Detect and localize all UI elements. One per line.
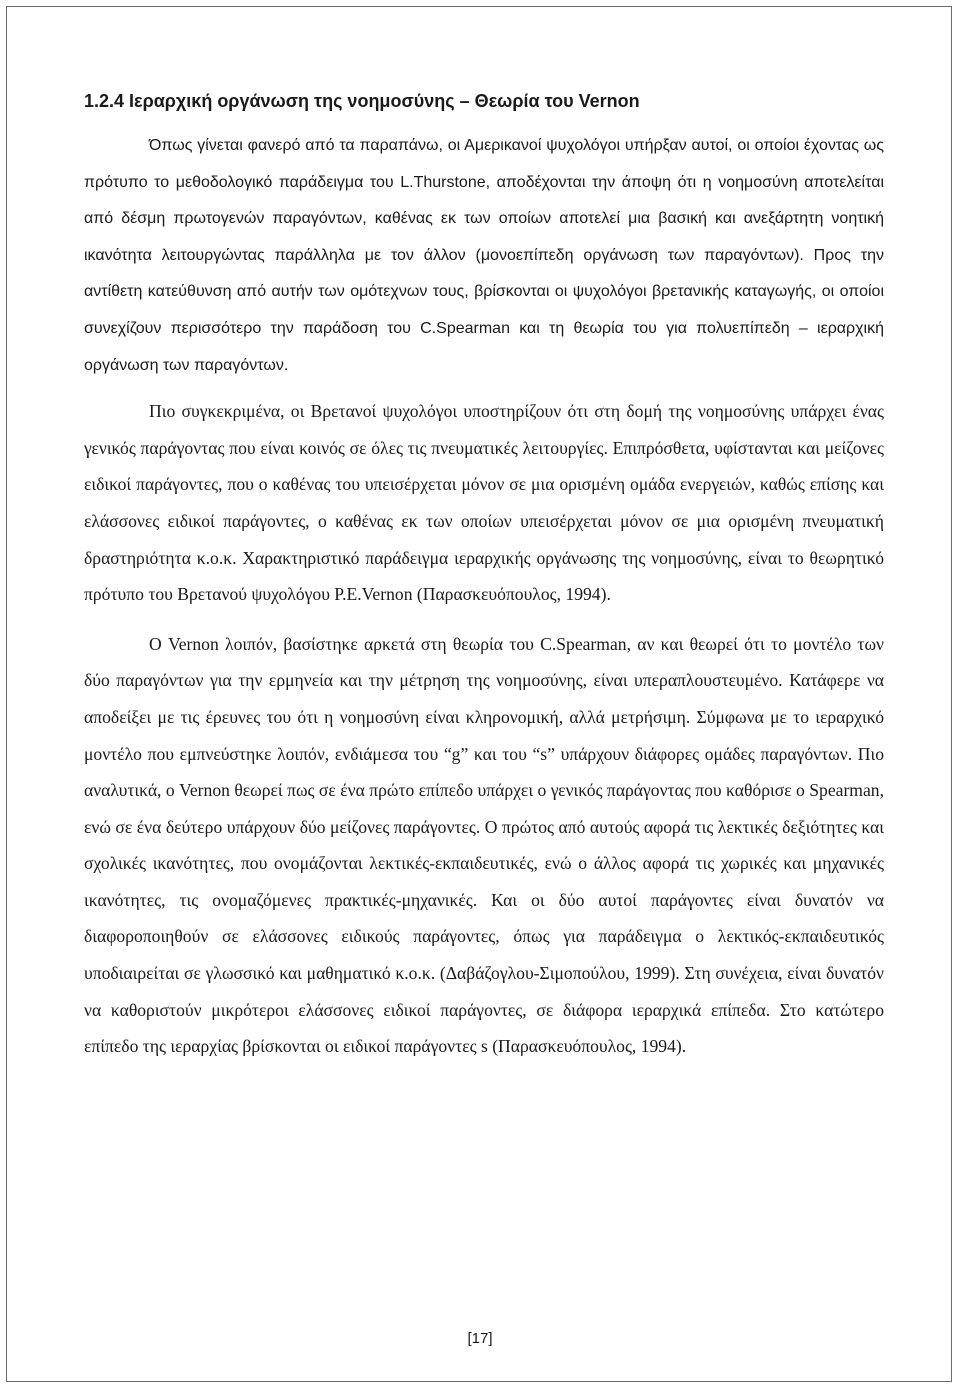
paragraph-1: Όπως γίνεται φανερό από τα παραπάνω, οι Αμερικανοί ψυχολόγοι υπήρξαν αυτοί, οι οποίοι έχοντας ως πρότυπο το μεθοδολογικό παράδειγμα του L.Thurstone, αποδέχονται την άποψη ότι η νοημοσύνη αποτελείται από δέσμη πρωτογενών παραγόντων, καθένας εκ των οποίων αποτελεί μια βασική και ανεξάρτητη νοητική ικανότητα λειτουργώντας παράλληλα με τον άλλον (μονοεπίπεδη οργάνωση των παραγόντων). Προς την αντίθετη κατεύθυνση από αυτήν των ομότεχνων τους, βρίσκονται οι ψυχολόγοι βρετανικής καταγωγής, οι οποίοι συνεχίζουν περισσότερο την παράδοση του C.Spearman και τη θεωρία του για πολυεπίπεδη – ιεραρχική οργάνωση των παραγόντων. [84, 137, 884, 374]
paragraph-2: Πιο συγκεκριμένα, οι Βρετανοί ψυχολόγοι υποστηρίζουν ότι στη δομή της νοημοσύνης υπάρχει ένας γενικός παράγοντας που είναι κοινός σε όλες τις πνευματικές λειτουργίες. Επιπρόσθετα, υφίστανται και μείζονες ειδικοί παράγοντες, που ο καθένας του υπεισέρχεται μόνον σε μια ορισμένη ομάδα ενεργειών, καθώς επίσης και ελάσσονες ειδικοί παράγοντες, ο καθένας εκ των οποίων υπεισέρχεται μόνον σε μια ορισμένη πνευματική δραστηριότητα κ.ο.κ. Χαρακτηριστικό παράδειγμα ιεραρχικής οργάνωσης της νοημοσύνης, είναι το θεωρητικό πρότυπο του Βρετανού ψυχολόγου P.E.Vernon (Παρασκευόπουλος, 1994). [84, 401, 884, 605]
document-page [6, 6, 952, 1382]
paragraph-3: Ο Vernon λοιπόν, βασίστηκε αρκετά στη θεωρία του C.Spearman, αν και θεωρεί ότι το μοντέλο των δύο παραγόντων για την ερμηνεία και την μέτρηση της νοημοσύνης, είναι υπεραπλουστευμένο. Κατάφερε να αποδείξει με τις έρευνες του ότι η νοημοσύνη είναι κληρονομική, αλλά μετρήσιμη. Σύμφωνα με το ιεραρχικό μοντέλο που εμπνεύστηκε λοιπόν, ενδιάμεσα του “g” και του “s” υπάρχουν διάφορες ομάδες παραγόντων. Πιο αναλυτικά, ο Vernon θεωρεί πως σε ένα πρώτο επίπεδο υπάρχει ο γενικός παράγοντας που καθόρισε ο Spearman, ενώ σε ένα δεύτερο υπάρχουν δύο μείζονες παράγοντες. Ο πρώτος από αυτούς αφορά τις λεκτικές δεξιότητες και σχολικές ικανότητες, που ονομάζονται λεκτικές-εκπαιδευτικές, ενώ ο άλλος αφορά τις χωρικές και μηχανικές ικανότητες, τις ονομαζόμενες πρακτικές-μηχανικές. Και οι δύο αυτοί παράγοντες είναι δυνατόν να διαφοροποιηθούν σε ελάσσονες ειδικούς παράγοντες, όπως για παράδειγμα ο λεκτικός-εκπαιδευτικός υποδιαιρείται σε γλωσσικό και μαθηματικό κ.ο.κ. (Δαβάζογλου-Σιμοπούλου, 1999). Στη συνέχεια, είναι δυνατόν να καθοριστούν μικρότεροι ελάσσονες ειδικοί παράγοντες, σε διάφορα ιεραρχικά επίπεδα. Στο κατώτερο επίπεδο της ιεραρχίας βρίσκονται οι ειδικοί παράγοντες s (Παρασκευόπουλος, 1994). [84, 633, 884, 1057]
document-body [84, 89, 884, 1065]
page-number: [17] [467, 1330, 493, 1347]
section-heading: 1.2.4 Ιεραρχική οργάνωση της νοημοσύνης – Θεωρία του Vernon [84, 91, 640, 111]
